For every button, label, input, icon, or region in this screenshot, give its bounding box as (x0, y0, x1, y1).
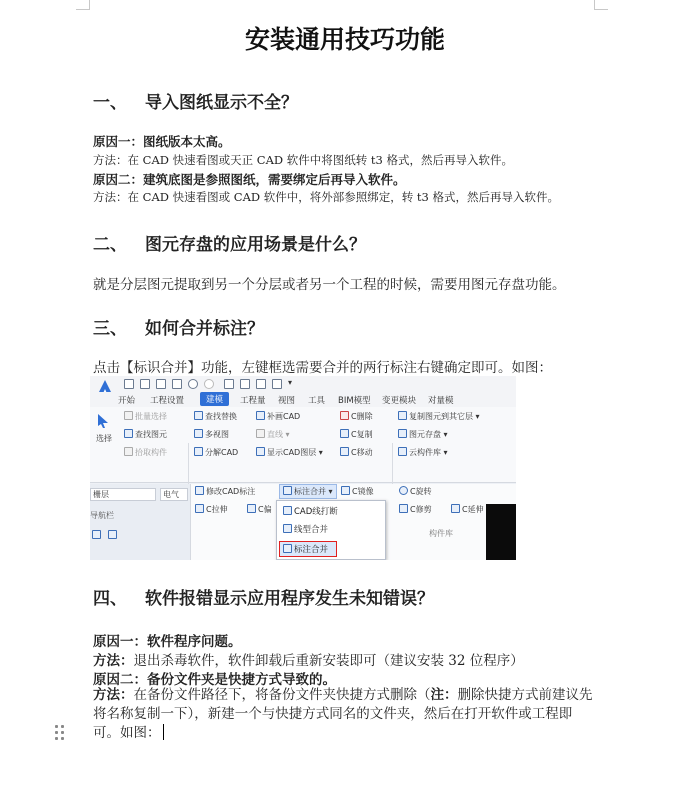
component-library-label: 构件库 (429, 529, 453, 538)
section-4-paragraph[interactable] (93, 686, 598, 743)
explode-cad-icon (194, 447, 203, 456)
c-extend-label: C延伸 (462, 505, 484, 514)
c-extend-button[interactable] (451, 504, 484, 515)
section-3-text: 点击【标识合并】功能，左键框选需要合并的两行标注右键确定即可。如图： (93, 360, 552, 376)
line-type-merge-icon (283, 524, 292, 533)
document-title: 安装通用技巧功能 (244, 25, 445, 54)
fill-cad-icon (256, 411, 265, 420)
section-2-number: 二、 (93, 235, 127, 255)
explode-cad-label: 分解CAD (205, 448, 239, 457)
software-ribbon-screenshot (90, 376, 516, 560)
section-2-title: 图元存盘的应用场景是什么？ (145, 235, 366, 255)
view-icon[interactable] (224, 379, 234, 389)
mirror-icon (341, 486, 350, 495)
rotate-icon (399, 486, 408, 495)
c-rotate-button[interactable] (399, 486, 432, 497)
open-file-icon[interactable] (140, 379, 150, 389)
find-replace-icon (194, 411, 203, 420)
merge-annotation-icon (283, 486, 292, 495)
note-label: 注： (430, 687, 458, 703)
tab-project-settings[interactable]: 工程设置 (150, 396, 185, 406)
user-icon[interactable] (272, 379, 282, 389)
method-text-b: 删除快捷方式前建议先将名称复制一下），新建一个与快捷方式同名的文件夹，然后在打开软件或工程即可。如图： (93, 687, 593, 741)
tab-start[interactable]: 开始 (118, 396, 136, 406)
c-offset-button[interactable] (247, 504, 272, 515)
section-2-text: 就是分层图元提取到另一个分层或者另一个工程的时候，需要用图元存盘功能。 (93, 277, 566, 293)
select-button[interactable]: 选择 (96, 434, 112, 443)
multi-view-label: 多视图 (205, 430, 229, 439)
modify-cad-annotation-label: 修改CAD标注 (206, 487, 256, 496)
page-corner-mark-left (76, 0, 90, 10)
menu-item-cad-line-break[interactable] (283, 505, 338, 517)
copy-to-other-layer-dropdown[interactable] (398, 411, 480, 422)
grid-icon[interactable] (240, 379, 250, 389)
section-1-line-2: 方法：在 CAD 快速看图或天正 CAD 软件中将图纸转 t3 格式，然后再导入软件。 (93, 153, 514, 167)
layers-icon[interactable] (256, 379, 266, 389)
reason-label: 原因一：软件程序问题。 (93, 634, 242, 650)
find-element-button[interactable] (124, 429, 167, 440)
show-cad-layer-label: 显示CAD图层 ▾ (267, 448, 323, 457)
c-stretch-label: C拉伸 (206, 505, 228, 514)
find-replace-label: 查找替换 (205, 412, 237, 421)
move-icon (340, 447, 349, 456)
section-1-line-4: 方法：在 CAD 快速看图或 CAD 软件中，将外部参照绑定，转 t3 格式，然后再导入软件。 (93, 190, 560, 204)
line-dropdown[interactable] (256, 429, 290, 440)
cloud-library-dropdown[interactable] (398, 447, 448, 458)
c-move-label: C移动 (351, 448, 373, 457)
save-icon[interactable] (156, 379, 166, 389)
pick-component-button[interactable] (124, 447, 167, 458)
tab-bim-model[interactable]: BIM模型 (338, 396, 371, 406)
cloud-icon (398, 447, 407, 456)
method-label: 方法： (93, 653, 134, 669)
merge-annotation-label: 标注合并 ▾ (294, 487, 333, 496)
c-copy-button[interactable] (340, 429, 373, 440)
redo-icon[interactable] (204, 379, 214, 389)
menu-item-cad-line-break-label: CAD线打断 (294, 507, 338, 517)
tab-quantity-compare[interactable]: 对量模 (428, 396, 454, 406)
section-1-line-1 (93, 132, 231, 150)
tab-modeling[interactable]: 建模 (200, 392, 229, 406)
section-3-heading (93, 314, 264, 339)
section-4-line-1 (93, 630, 242, 650)
show-cad-layer-dropdown[interactable] (256, 447, 323, 458)
delete-icon (340, 411, 349, 420)
page-corner-mark-right (594, 0, 608, 10)
copy-icon (340, 429, 349, 438)
c-mirror-button[interactable] (341, 486, 374, 497)
nav-edit-icon[interactable] (108, 530, 117, 539)
nav-bar-label: 导航栏 (90, 511, 114, 520)
tab-view[interactable]: 视图 (278, 396, 296, 406)
section-1-title: 导入图纸显示不全？ (145, 93, 298, 113)
menu-item-line-type-merge[interactable] (283, 523, 328, 535)
section-2-heading (93, 230, 366, 255)
element-save-dropdown[interactable] (398, 429, 448, 440)
section-3-number: 三、 (93, 319, 127, 339)
pick-icon (124, 447, 133, 456)
floor-select[interactable]: 栅层 (90, 488, 156, 501)
modify-cad-annotation-button[interactable] (195, 486, 255, 497)
pick-component-label: 拾取构件 (135, 448, 167, 457)
merge-annotation-dropdown[interactable] (279, 484, 337, 499)
discipline-select[interactable]: 电气 (160, 488, 188, 501)
tab-tools[interactable]: 工具 (308, 396, 326, 406)
c-delete-button[interactable] (340, 411, 373, 422)
c-trim-button[interactable] (399, 504, 432, 515)
cad-layer-icon (256, 447, 265, 456)
merge-annotation-menu-icon (283, 544, 292, 553)
tab-change-module[interactable]: 变更模块 (382, 396, 417, 406)
drag-handle-icon[interactable] (54, 724, 66, 740)
section-4-heading (93, 584, 434, 609)
menu-item-merge-annotation[interactable] (279, 541, 337, 557)
batch-select-button[interactable] (124, 411, 167, 422)
reason-label: 原因二：建筑底图是参照图纸，需要绑定后再导入软件。 (93, 172, 406, 187)
reason-label: 原因一：图纸版本太高。 (93, 134, 231, 149)
batch-select-icon (124, 411, 133, 420)
stretch-icon (195, 504, 204, 513)
element-save-icon (398, 429, 407, 438)
section-1-number: 一、 (93, 93, 127, 113)
menu-item-merge-annotation-label: 标注合并 (294, 545, 329, 555)
ribbon-tabs (90, 392, 516, 407)
modify-annotation-icon (195, 486, 204, 495)
cloud-library-label: 云构件库 ▾ (409, 448, 448, 457)
tab-quantity[interactable]: 工程量 (240, 396, 266, 406)
line-label: 直线 ▾ (267, 430, 290, 439)
section-4-line-3 (93, 668, 336, 688)
quick-access-dropdown-icon[interactable]: ▾ (288, 378, 293, 387)
c-rotate-label: C旋转 (410, 487, 432, 496)
drawing-canvas[interactable] (486, 504, 516, 560)
find-element-label: 查找图元 (135, 430, 167, 439)
undo-icon[interactable] (188, 379, 198, 389)
c-copy-label: C复制 (351, 430, 373, 439)
copy-layer-icon (398, 411, 407, 420)
find-replace-button[interactable] (194, 411, 237, 422)
print-icon[interactable] (172, 379, 182, 389)
merge-annotation-menu (276, 500, 386, 560)
text-cursor (163, 724, 165, 740)
c-trim-label: C修剪 (410, 505, 432, 514)
extend-icon (451, 504, 460, 513)
section-3-title: 如何合并标注？ (145, 319, 264, 339)
method-text: 退出杀毒软件，软件卸载后重新安装即可（建议安装 32 位程序） (133, 653, 524, 669)
c-delete-label: C删除 (351, 412, 373, 421)
c-offset-label: C偏 (258, 505, 272, 514)
trim-icon (399, 504, 408, 513)
fill-cad-button[interactable] (256, 411, 300, 422)
quick-access-bar (90, 376, 516, 392)
ribbon-panel (90, 407, 516, 483)
line-icon (256, 429, 265, 438)
element-save-label: 图元存盘 ▾ (409, 430, 448, 439)
c-move-button[interactable] (340, 447, 373, 458)
line-break-icon (283, 506, 292, 515)
find-icon (124, 429, 133, 438)
offset-icon (247, 504, 256, 513)
method-text-a: 在备份文件路径下，将备份文件夹快捷方式删除（ (133, 687, 431, 703)
explode-cad-button[interactable] (194, 447, 238, 458)
nav-add-icon[interactable] (92, 530, 101, 539)
reason-label: 原因二：备份文件夹是快捷方式导致的。 (93, 672, 336, 688)
menu-item-line-type-merge-label: 线型合并 (294, 525, 329, 535)
section-4-line-2 (93, 649, 524, 669)
new-file-icon[interactable] (124, 379, 134, 389)
select-cursor-icon (96, 413, 110, 429)
multi-view-button[interactable] (194, 429, 229, 440)
copy-to-other-layer-label: 复制图元到其它层 ▾ (409, 412, 480, 421)
section-1-heading (93, 88, 298, 113)
batch-select-label: 批量选择 (135, 412, 167, 421)
section-4-number: 四、 (93, 589, 127, 609)
c-mirror-label: C镜像 (352, 487, 374, 496)
section-4-title: 软件报错显示应用程序发生未知错误？ (145, 589, 434, 609)
method-label: 方法： (93, 687, 134, 703)
section-1-line-3 (93, 170, 406, 188)
c-stretch-button[interactable] (195, 504, 228, 515)
multi-view-icon (194, 429, 203, 438)
fill-cad-label: 补画CAD (267, 412, 301, 421)
